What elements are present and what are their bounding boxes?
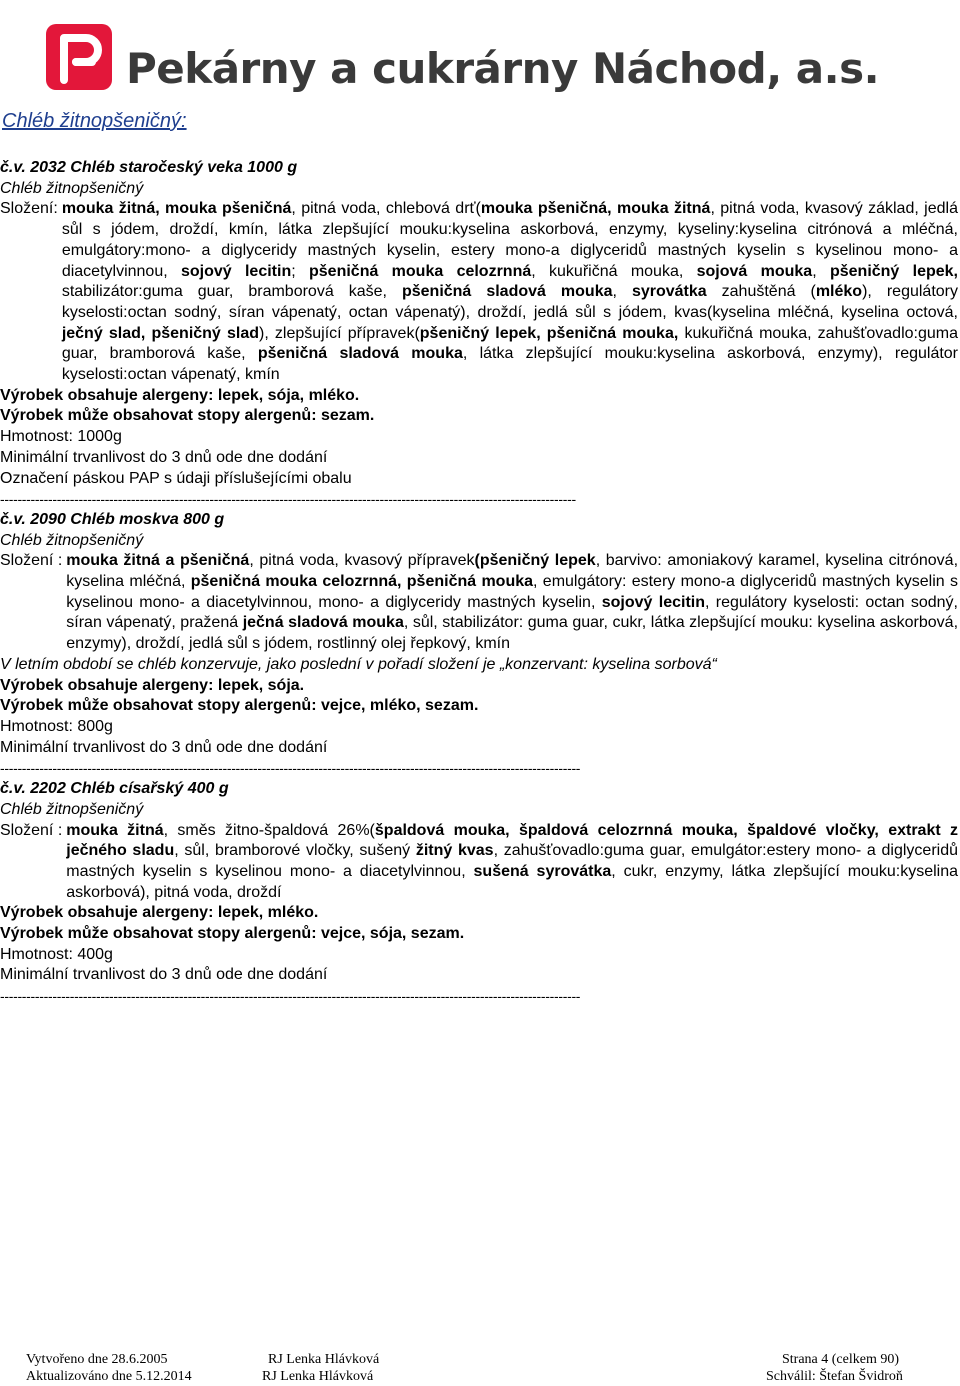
ingredient-text: ,	[812, 262, 830, 280]
allergen-ingredient: pšeničná sladová mouka	[257, 345, 463, 363]
product-list	[0, 158, 958, 1007]
ingredient-text: , látka zlepšující mouku:kyselina askorbová, enzymy), regulátor kyselosti:octan vápenatý, kmín	[61, 345, 959, 384]
allergen-ingredient: mouka žitná, mouka pšeničná	[61, 200, 292, 218]
ingredient-text: ,	[612, 283, 632, 301]
product-code: č.v. 2090 Chléb moskva 800 g	[0, 510, 225, 528]
product-category: Chléb žitnopšeničný	[0, 800, 144, 818]
allergens-statement: Výrobek obsahuje alergeny: lepek, sója, mléko.	[0, 386, 360, 404]
ingredient-text: , pitná voda, chlebová drť(	[291, 200, 481, 218]
product-composition	[0, 199, 958, 385]
allergen-ingredient: ječný slad, pšeničný slad	[61, 324, 259, 342]
allergen-ingredient: (pšeničný lepek	[474, 552, 596, 570]
allergen-ingredient: sojový lecitin	[180, 262, 292, 280]
page-header	[46, 22, 946, 102]
product-block	[0, 510, 958, 779]
ingredient-text: , zahušťovadlo:guma guar, emulgátor:estery mono- a diglyceridů mastných kyselin s kyselinou mono- a diacetylvinnou,	[66, 842, 958, 880]
allergen-ingredient: mouka žitná a pšeničná	[66, 552, 250, 570]
allergen-ingredient: ječná sladová mouka	[242, 614, 404, 632]
footer-created-by: RJ Lenka Hlávková	[268, 1352, 380, 1367]
ingredient-text: , pitná voda, kvasový základ, jedlá sůl s jódem, droždí, kmín, látka zlepšující mouku:kyselina askorbová, enzymy, kyseliny:kyselina citrónová a mléčná, emulgátory:mono- a diglyceridy mastných kyselin, estery mono-a diglyceridů mastných kyselin s kyselinou mono- a diacetylvinnou,	[61, 200, 958, 280]
ingredient-text: kukuřičná mouka, zahušťovadlo:guma guar, bramborová kaše,	[61, 324, 958, 363]
allergen-ingredient: syrovátka	[631, 283, 707, 301]
allergen-ingredient: pšeničný lepek, pšeničná mouka,	[419, 324, 679, 342]
composition-label: Složení:	[0, 200, 58, 218]
allergen-ingredient: pšeničná mouka celozrnná, pšeničná mouka	[190, 573, 534, 591]
labeling-info: Označení páskou PAP s údaji příslušejícími obalu	[0, 469, 352, 487]
ingredient-text: ), zlepšující přípravek(	[259, 324, 420, 342]
allergens-statement: Výrobek obsahuje alergeny: lepek, mléko.	[0, 904, 319, 922]
ingredient-text: ;	[291, 262, 309, 280]
product-code: č.v. 2202 Chléb císařský 400 g	[0, 780, 229, 798]
section-separator: ------------------------------------------------------------------------------------------------------------------------------------	[0, 491, 576, 508]
ingredient-text: , cukr, enzymy, látka zlepšující mouku:kyselina askorbová), pitná voda, droždí	[66, 862, 958, 901]
ingredient-text: , směs žitno-špaldová 26%(	[163, 821, 375, 839]
composition-text	[66, 821, 958, 904]
allergen-ingredient: mouka pšeničná, mouka žitná	[480, 200, 711, 218]
product-category: Chléb žitnopšeničný	[0, 531, 144, 549]
ingredient-text: , pitná voda, kvasový přípravek	[249, 552, 475, 570]
product-weight: Hmotnost: 1000g	[0, 428, 122, 446]
allergen-ingredient: pšeničná sladová mouka	[401, 283, 613, 301]
footer-page-number: Strana 4 (celkem 90)	[782, 1352, 900, 1367]
allergen-ingredient: sojová mouka	[696, 262, 813, 280]
product-block	[0, 158, 958, 510]
traces-statement: Výrobek může obsahovat stopy alergenů: vejce, sója, sezam.	[0, 925, 465, 943]
composition-label: Složení :	[0, 552, 63, 570]
product-block	[0, 779, 958, 1007]
ingredient-text: zahuštěná (	[706, 283, 816, 301]
ingredient-text: , sůl, stabilizátor: guma guar, cukr, látka zlepšující mouku: kyselina askorbová, enzymy), droždí, jedlá sůl s jódem, rostlinný olej řepkový, kmín	[66, 614, 959, 653]
ingredient-text: , emulgátory: estery mono-a diglyceridů mastných kyselin s kyselinou mono- a diacetylvinnou, mono- a diglyceridy mastných kyselin,	[66, 573, 959, 611]
footer-created: Vytvořeno dne 28.6.2005	[26, 1352, 168, 1367]
allergen-ingredient: žitný kvas	[415, 842, 494, 860]
product-code: č.v. 2032 Chléb staročeský veka 1000 g	[0, 159, 298, 176]
allergen-ingredient: mouka žitná	[66, 821, 164, 839]
composition-label: Složení :	[0, 821, 63, 839]
allergen-ingredient: sojový lecitin	[601, 593, 705, 611]
product-weight: Hmotnost: 400g	[0, 945, 113, 963]
company-logo-icon	[46, 24, 112, 90]
allergen-ingredient: pšeničný lepek,	[829, 262, 959, 280]
seasonal-note: V letním období se chléb konzervuje, jako poslední v pořadí složení je „konzervant: kyselina sorbová“	[0, 655, 717, 673]
ingredient-text: ), regulátory kyselosti:octan sodný, síran vápenatý, octan vápenatý), droždí, jedlá sůl s jódem, kvas(kyselina mléčná, kyselina octová,	[61, 283, 958, 321]
traces-statement: Výrobek může obsahovat stopy alergenů: vejce, mléko, sezam.	[0, 697, 479, 715]
ingredient-text: , sůl, bramborové vločky, sušený	[174, 842, 416, 860]
allergen-ingredient: špaldová mouka, špaldová celozrnná mouka, špaldové vločky, extrakt z ječného sladu	[66, 821, 959, 860]
traces-statement: Výrobek může obsahovat stopy alergenů: sezam.	[0, 407, 375, 425]
allergen-ingredient: sušená syrovátka	[473, 862, 612, 880]
product-composition	[0, 551, 958, 655]
ingredient-text: , kukuřičná mouka,	[531, 262, 697, 280]
footer-updated: Aktualizováno dne 5.12.2014	[26, 1369, 192, 1384]
shelf-life: Minimální trvanlivost do 3 dnů ode dne dodání	[0, 738, 328, 756]
product-weight: Hmotnost: 800g	[0, 717, 113, 735]
product-category: Chléb žitnopšeničný	[0, 179, 144, 197]
company-name: Pekárny a cukrárny Náchod, a.s.	[126, 44, 880, 93]
allergen-ingredient: mléko	[815, 283, 863, 301]
page-title: Chléb žitnopšeničný:	[2, 110, 187, 132]
section-separator: -------------------------------------------------------------------------------------------------------------------------------------	[0, 760, 581, 777]
shelf-life: Minimální trvanlivost do 3 dnů ode dne dodání	[0, 448, 328, 466]
composition-text	[66, 551, 958, 655]
section-separator: -------------------------------------------------------------------------------------------------------------------------------------	[0, 988, 581, 1005]
footer-approved: Schválil: Štefan Švidroň	[766, 1369, 903, 1384]
ingredient-text: stabilizátor:guma guar, bramborová kaše,	[61, 283, 402, 301]
allergen-ingredient: pšeničná mouka celozrnná	[309, 262, 532, 280]
ingredient-text: , barvivo: amoniakový karamel, kyselina citrónová, kyselina mléčná,	[66, 552, 959, 591]
footer-updated-by: RJ Lenka Hlávková	[262, 1369, 374, 1384]
ingredient-text: , regulátory kyselosti: octan sodný, síran vápenatý, pražená	[66, 593, 959, 632]
product-composition	[0, 821, 958, 904]
allergens-statement: Výrobek obsahuje alergeny: lepek, sója.	[0, 676, 305, 694]
shelf-life: Minimální trvanlivost do 3 dnů ode dne dodání	[0, 966, 328, 984]
composition-text	[62, 199, 958, 385]
